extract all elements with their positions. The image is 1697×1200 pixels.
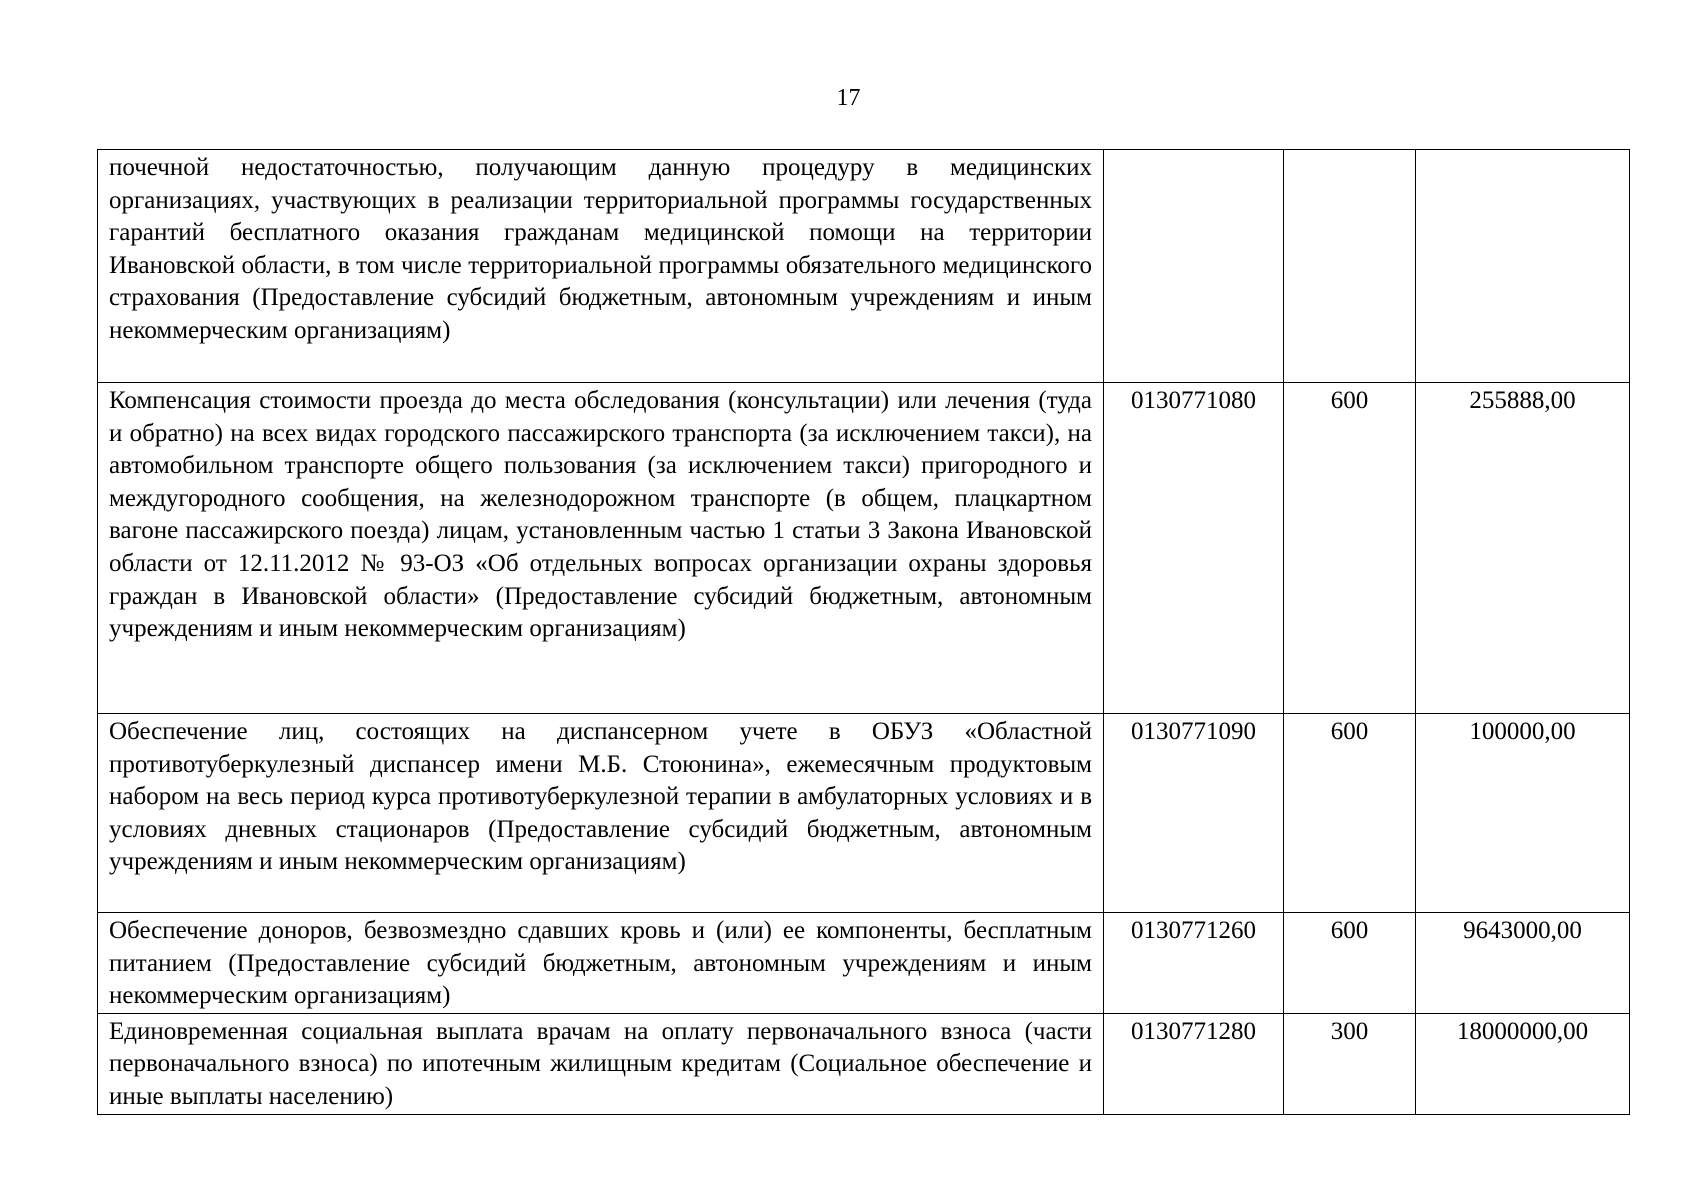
row-description: Обеспечение доноров, безвозмездно сдавших кровь и (или) ее компоненты, бесплатным питанием (Предоставление субсидий бюджетным, автономным учреждениям и иным некоммерческим организациям) (98, 913, 1104, 1014)
row-amount: 255888,00 (1416, 383, 1630, 714)
budget-table-body (98, 150, 1630, 1115)
row-expense-type: 600 (1284, 383, 1416, 714)
row-expense-type: 600 (1284, 913, 1416, 1014)
budget-table (97, 149, 1630, 1115)
row-amount: 18000000,00 (1416, 1013, 1630, 1114)
row-expense-type: 300 (1284, 1013, 1416, 1114)
row-code: 0130771280 (1104, 1013, 1284, 1114)
table-row (98, 383, 1630, 714)
table-row (98, 714, 1630, 913)
row-description: Единовременная социальная выплата врачам на оплату первоначального взноса (части первоначального взноса) по ипотечным жилищным кредитам (Социальное обеспечение и иные выплаты населению) (98, 1013, 1104, 1114)
row-expense-type: 600 (1284, 714, 1416, 913)
row-amount (1416, 150, 1630, 383)
row-amount: 9643000,00 (1416, 913, 1630, 1014)
row-description: Компенсация стоимости проезда до места обследования (консультации) или лечения (туда и обратно) на всех видах городского пассажирского транспорта (за исключением такси), на автомобильном транспорте общего пользования (за исключением такси) пригородного и междугородного сообщения, на железнодорожном транспорте (в общем, плацкартном вагоне пассажирского поезда) лицам, установленным частью 1 статьи 3 Закона Ивановской области от 12.11.2012 № 93-ОЗ «Об отдельных вопросах организации охраны здоровья граждан в Ивановской области» (Предоставление субсидий бюджетным, автономным учреждениям и иным некоммерческим организациям) (98, 383, 1104, 714)
row-expense-type (1284, 150, 1416, 383)
row-code (1104, 150, 1284, 383)
row-code: 0130771090 (1104, 714, 1284, 913)
row-description: Обеспечение лиц, состоящих на диспансерном учете в ОБУЗ «Областной противотуберкулезный диспансер имени М.Б. Стоюнина», ежемесячным продуктовым набором на весь период курса противотуберкулезной терапии в амбулаторных условиях и в условиях дневных стационаров (Предоставление субсидий бюджетным, автономным учреждениям и иным некоммерческим организациям) (98, 714, 1104, 913)
row-amount: 100000,00 (1416, 714, 1630, 913)
row-description: почечной недостаточностью, получающим данную процедуру в медицинских организациях, участвующих в реализации территориальной программы государственных гарантий бесплатного оказания гражданам медицинской помощи на территории Ивановской области, в том числе территориальной программы обязательного медицинского страхования (Предоставление субсидий бюджетным, автономным учреждениям и иным некоммерческим организациям) (98, 150, 1104, 383)
table-row (98, 150, 1630, 383)
table-row (98, 913, 1630, 1014)
row-code: 0130771260 (1104, 913, 1284, 1014)
table-row (98, 1013, 1630, 1114)
page-number: 17 (836, 85, 861, 111)
row-code: 0130771080 (1104, 383, 1284, 714)
